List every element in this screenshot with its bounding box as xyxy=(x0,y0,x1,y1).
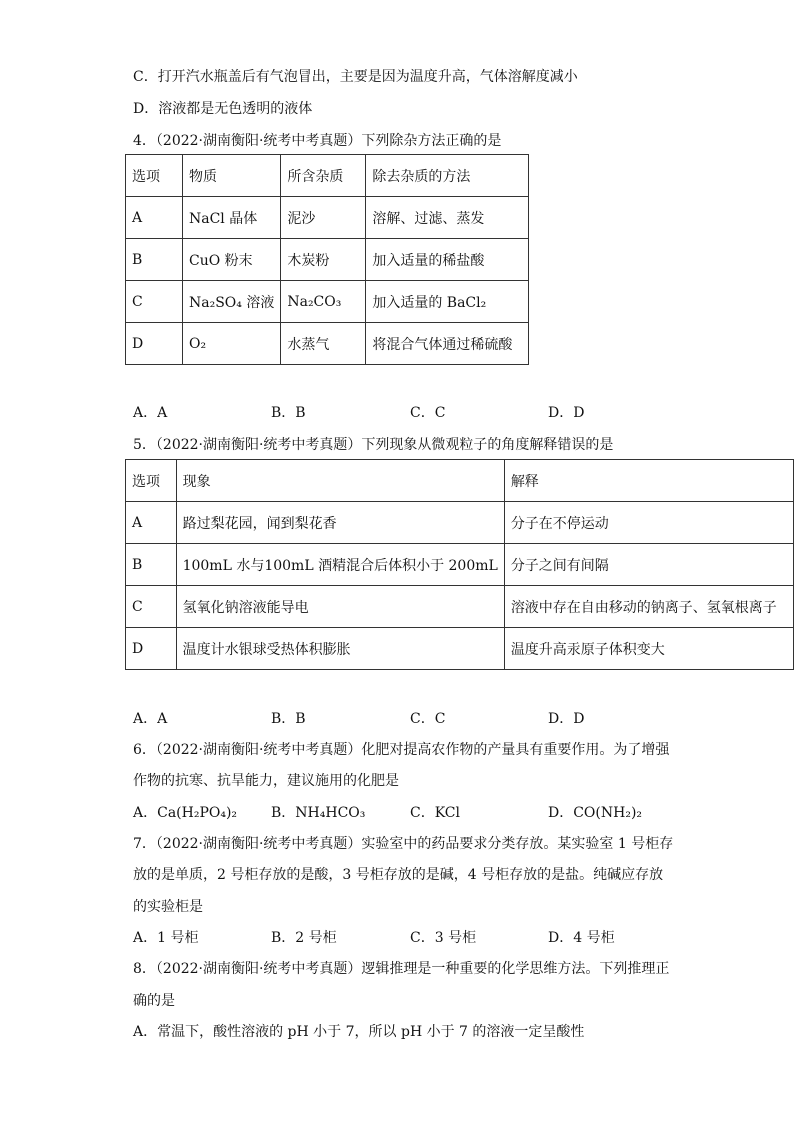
table-row xyxy=(126,502,794,544)
table-row xyxy=(126,544,794,586)
table-cell: 温度升高汞原子体积变大 xyxy=(504,628,793,670)
table-cell: 分子之间有间隔 xyxy=(504,544,793,586)
q4-option-c: C．C xyxy=(410,405,446,421)
table-header: 除去杂质的方法 xyxy=(366,155,529,197)
table-header: 所含杂质 xyxy=(281,155,366,197)
table-cell: 路过梨花园，闻到梨花香 xyxy=(176,502,504,544)
q6-stem-line-1: 6．（2022·湖南衡阳·统考中考真题）化肥对提高农作物的产量具有重要作用。为了增强 xyxy=(133,742,670,758)
table-cell: 温度计水银球受热体积膨胀 xyxy=(176,628,504,670)
table-header: 选项 xyxy=(126,155,183,197)
table-cell: D xyxy=(126,323,183,365)
table-header: 解释 xyxy=(504,460,793,502)
table-cell: 溶液中存在自由移动的钠离子、氢氧根离子 xyxy=(504,586,793,628)
q8-stem-line-1: 8．（2022·湖南衡阳·统考中考真题）逻辑推理是一种重要的化学思维方法。下列推理正 xyxy=(133,961,670,977)
q7-stem-line-1: 7．（2022·湖南衡阳·统考中考真题）实验室中的药品要求分类存放。某实验室 1 号柜存 xyxy=(133,836,674,852)
table-cell: 溶解、过滤、蒸发 xyxy=(366,197,529,239)
q7-option-b: B．2 号柜 xyxy=(271,930,337,946)
q8-option-a: A．常温下，酸性溶液的 pH 小于 7，所以 pH 小于 7 的溶液一定呈酸性 xyxy=(133,1024,585,1040)
q5-stem: 5．（2022·湖南衡阳·统考中考真题）下列现象从微观粒子的角度解释错误的是 xyxy=(133,437,614,453)
q4-option-a: A．A xyxy=(133,405,168,421)
table-cell: 加入适量的稀盐酸 xyxy=(366,239,529,281)
q5-option-c: C．C xyxy=(410,711,446,727)
q5-table xyxy=(125,459,794,670)
table-cell: B xyxy=(126,239,183,281)
table-cell: 泥沙 xyxy=(281,197,366,239)
table-cell: A xyxy=(126,197,183,239)
table-cell: 加入适量的 BaCl₂ xyxy=(366,281,529,323)
q6-option-b: B．NH₄HCO₃ xyxy=(271,805,366,821)
q3-option-d: D．溶液都是无色透明的液体 xyxy=(133,101,313,117)
q8-stem-line-2: 确的是 xyxy=(133,993,175,1009)
table-header: 物质 xyxy=(183,155,281,197)
table-cell: 100mL 水与100mL 酒精混合后体积小于 200mL xyxy=(176,544,504,586)
q6-option-a: A．Ca(H₂PO₄)₂ xyxy=(133,805,238,821)
q6-option-c: C．KCl xyxy=(410,805,460,821)
table-cell: 氢氧化钠溶液能导电 xyxy=(176,586,504,628)
table-cell: O₂ xyxy=(183,323,281,365)
table-cell: 将混合气体通过稀硫酸 xyxy=(366,323,529,365)
q7-option-d: D．4 号柜 xyxy=(548,930,615,946)
table-cell: Na₂SO₄ 溶液 xyxy=(183,281,281,323)
table-cell: NaCl 晶体 xyxy=(183,197,281,239)
table-row xyxy=(126,628,794,670)
q7-stem-line-3: 的实验柜是 xyxy=(133,899,203,915)
q6-stem-line-2: 作物的抗寒、抗旱能力，建议施用的化肥是 xyxy=(133,773,399,789)
table-cell: 木炭粉 xyxy=(281,239,366,281)
q4-stem: 4．（2022·湖南衡阳·统考中考真题）下列除杂方法正确的是 xyxy=(133,133,502,149)
q7-stem-line-2: 放的是单质，2 号柜存放的是酸，3 号柜存放的是碱，4 号柜存放的是盐。纯碱应存放 xyxy=(133,867,664,883)
table-cell: C xyxy=(126,586,177,628)
table-row xyxy=(126,281,529,323)
table-row xyxy=(126,460,794,502)
q5-option-d: D．D xyxy=(548,711,585,727)
q4-option-d: D．D xyxy=(548,405,585,421)
table-row xyxy=(126,323,529,365)
q5-option-b: B．B xyxy=(271,711,306,727)
table-row xyxy=(126,155,529,197)
q7-option-c: C．3 号柜 xyxy=(410,930,477,946)
table-cell: A xyxy=(126,502,177,544)
table-cell: C xyxy=(126,281,183,323)
table-cell: D xyxy=(126,628,177,670)
q5-option-a: A．A xyxy=(133,711,168,727)
q4-table xyxy=(125,154,529,365)
table-cell: 分子在不停运动 xyxy=(504,502,793,544)
q3-option-c: C．打开汽水瓶盖后有气泡冒出，主要是因为温度升高，气体溶解度减小 xyxy=(133,69,578,85)
table-cell: 水蒸气 xyxy=(281,323,366,365)
table-cell: Na₂CO₃ xyxy=(281,281,366,323)
q4-option-b: B．B xyxy=(271,405,306,421)
table-row xyxy=(126,586,794,628)
table-row xyxy=(126,197,529,239)
q7-option-a: A．1 号柜 xyxy=(133,930,199,946)
q6-option-d: D．CO(NH₂)₂ xyxy=(548,805,643,821)
table-header: 现象 xyxy=(176,460,504,502)
table-cell: B xyxy=(126,544,177,586)
table-row xyxy=(126,239,529,281)
table-cell: CuO 粉末 xyxy=(183,239,281,281)
table-header: 选项 xyxy=(126,460,177,502)
